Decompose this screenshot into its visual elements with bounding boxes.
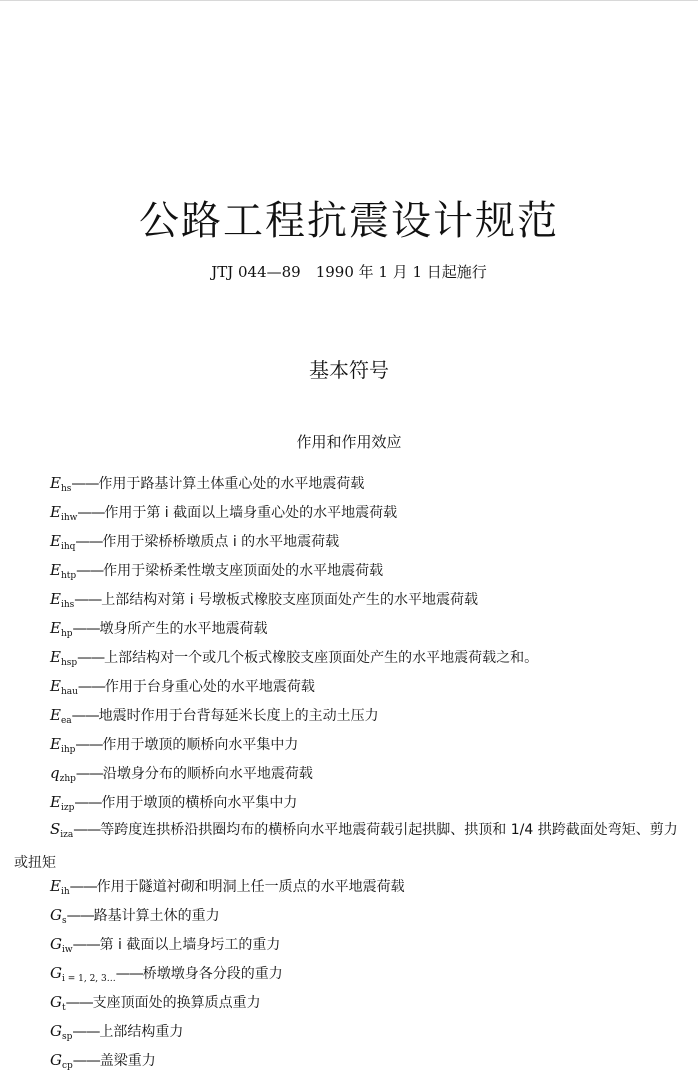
symbol: E: [50, 561, 61, 579]
dash: ——: [75, 737, 103, 753]
symbol: G: [50, 906, 62, 924]
dash: ——: [66, 908, 94, 924]
definition-item: [50, 734, 690, 760]
dash: ——: [72, 1053, 100, 1069]
definition-item: [50, 647, 690, 673]
symbol: G: [50, 1051, 62, 1069]
definition-text: 路基计算土休的重力: [93, 908, 220, 924]
symbol-subscript: hp: [60, 629, 73, 639]
symbol-subscript: ihs: [60, 600, 75, 610]
definition-item: [50, 705, 690, 731]
dash: ——: [72, 1024, 100, 1040]
symbol-subscript: izp: [60, 803, 75, 813]
symbol-subscript: cp: [61, 1061, 73, 1071]
dash: ——: [65, 995, 93, 1011]
definition-item: [50, 618, 690, 644]
definition-item: [50, 560, 690, 586]
symbol-subscript: hsp: [60, 658, 78, 668]
symbol: G: [50, 935, 62, 953]
symbol-subscript: i = 1, 2, 3…: [61, 974, 116, 984]
symbol-subscript: iw: [61, 945, 73, 955]
symbol-subscript: ea: [60, 716, 72, 726]
definition-text: 地震时作用于台背每延米长度上的主动土压力: [98, 708, 379, 724]
definition-text: 第 i 截面以上墙身圬工的重力: [99, 937, 281, 953]
definition-item: [50, 992, 690, 1018]
symbol: E: [50, 793, 61, 811]
dash: ——: [76, 563, 104, 579]
symbol-subscript: ihw: [60, 513, 78, 523]
symbol-subscript: zhp: [59, 774, 76, 784]
definition-item: [50, 1021, 690, 1047]
dash: ——: [75, 766, 103, 782]
definition-text: 作用于梁桥桥墩质点 i 的水平地震荷载: [102, 534, 340, 550]
definition-text: 上部结构对一个或几个板式橡胶支座顶面处产生的水平地震荷载之和。: [104, 650, 539, 666]
symbol: G: [50, 964, 62, 982]
symbol-subscript: ih: [60, 887, 70, 897]
dash: ——: [115, 966, 143, 982]
dash: ——: [71, 708, 99, 724]
symbol-subscript: s: [61, 916, 67, 926]
definition-text: 作用于墩顶的横桥向水平集中力: [101, 795, 298, 811]
definition-item: [50, 763, 690, 789]
definition-text: 作用于梁桥柔性墩支座顶面处的水平地震荷载: [103, 563, 384, 579]
definition-text: 桥墩墩身各分段的重力: [142, 966, 283, 982]
symbol: E: [50, 877, 61, 895]
symbol: E: [50, 474, 61, 492]
symbol-subscript: iza: [60, 830, 74, 840]
document-title: 公路工程抗震设计规范: [139, 197, 559, 244]
symbol-subscript: htp: [60, 571, 77, 581]
dash: ——: [69, 879, 97, 895]
symbol: E: [50, 503, 61, 521]
definition-text: 支座顶面处的换算质点重力: [92, 995, 261, 1011]
symbol: G: [50, 993, 62, 1011]
dash: ——: [72, 937, 100, 953]
symbol: G: [50, 1022, 62, 1040]
dash: ——: [77, 650, 105, 666]
definition-item: [50, 502, 690, 528]
definition-item: [14, 815, 686, 877]
dash: ——: [75, 534, 103, 550]
symbol: E: [50, 532, 61, 550]
definition-text: 作用于墩顶的顺桥向水平集中力: [102, 737, 299, 753]
symbol-subscript: hau: [60, 687, 78, 697]
definition-item: [50, 934, 690, 960]
section-heading: 基本符号: [309, 358, 389, 382]
definition-item: [50, 676, 690, 702]
dash: ——: [72, 621, 100, 637]
subsection-heading: 作用和作用效应: [296, 433, 402, 451]
definition-text: 盖梁重力: [99, 1053, 156, 1069]
symbol: E: [50, 648, 61, 666]
definition-text: 等跨度连拱桥沿拱圈均布的横桥向水平地震荷载引起拱脚、拱顶和 1/4 拱跨截面处弯矩、剪力或扭矩: [14, 822, 678, 871]
symbol: E: [50, 735, 61, 753]
definition-text: 上部结构重力: [99, 1024, 184, 1040]
top-border-line: [0, 0, 698, 1]
definition-text: 作用于隧道衬砌和明洞上任一质点的水平地震荷载: [96, 879, 405, 895]
symbol-subscript: hs: [60, 484, 72, 494]
definition-text: 作用于路基计算土体重心处的水平地震荷载: [98, 476, 365, 492]
symbol: E: [50, 619, 61, 637]
symbol: q: [50, 764, 60, 782]
dash: ——: [77, 679, 105, 695]
definition-text: 墩身所产生的水平地震荷载: [99, 621, 268, 637]
dash: ——: [71, 476, 99, 492]
symbol-subscript: sp: [61, 1032, 73, 1042]
definition-text: 作用于台身重心处的水平地震荷载: [104, 679, 315, 695]
definition-item: [50, 876, 690, 902]
definition-item: [50, 963, 690, 989]
symbol-subscript: ihp: [60, 745, 76, 755]
definition-item: [50, 589, 690, 615]
symbol: E: [50, 706, 61, 724]
definition-item: [50, 905, 690, 931]
symbol: E: [50, 590, 61, 608]
dash: ——: [73, 822, 101, 838]
symbol-subscript: t: [61, 1003, 66, 1013]
definition-text: 沿墩身分布的顺桥向水平地震荷载: [102, 766, 313, 782]
symbol: S: [50, 820, 61, 838]
definition-text: 作用于第 i 截面以上墙身重心处的水平地震荷载: [104, 505, 398, 521]
symbol: E: [50, 677, 61, 695]
dash: ——: [77, 505, 105, 521]
dash: ——: [74, 592, 102, 608]
definition-item: [50, 1050, 690, 1076]
dash: ——: [74, 795, 102, 811]
definition-text: 上部结构对第 i 号墩板式橡胶支座顶面处产生的水平地震荷载: [101, 592, 479, 608]
document-subtitle: JTJ 044—89 1990 年 1 月 1 日起施行: [211, 263, 487, 281]
symbol-subscript: ihq: [60, 542, 76, 552]
definition-item: [50, 531, 690, 557]
definition-item: [50, 473, 690, 499]
